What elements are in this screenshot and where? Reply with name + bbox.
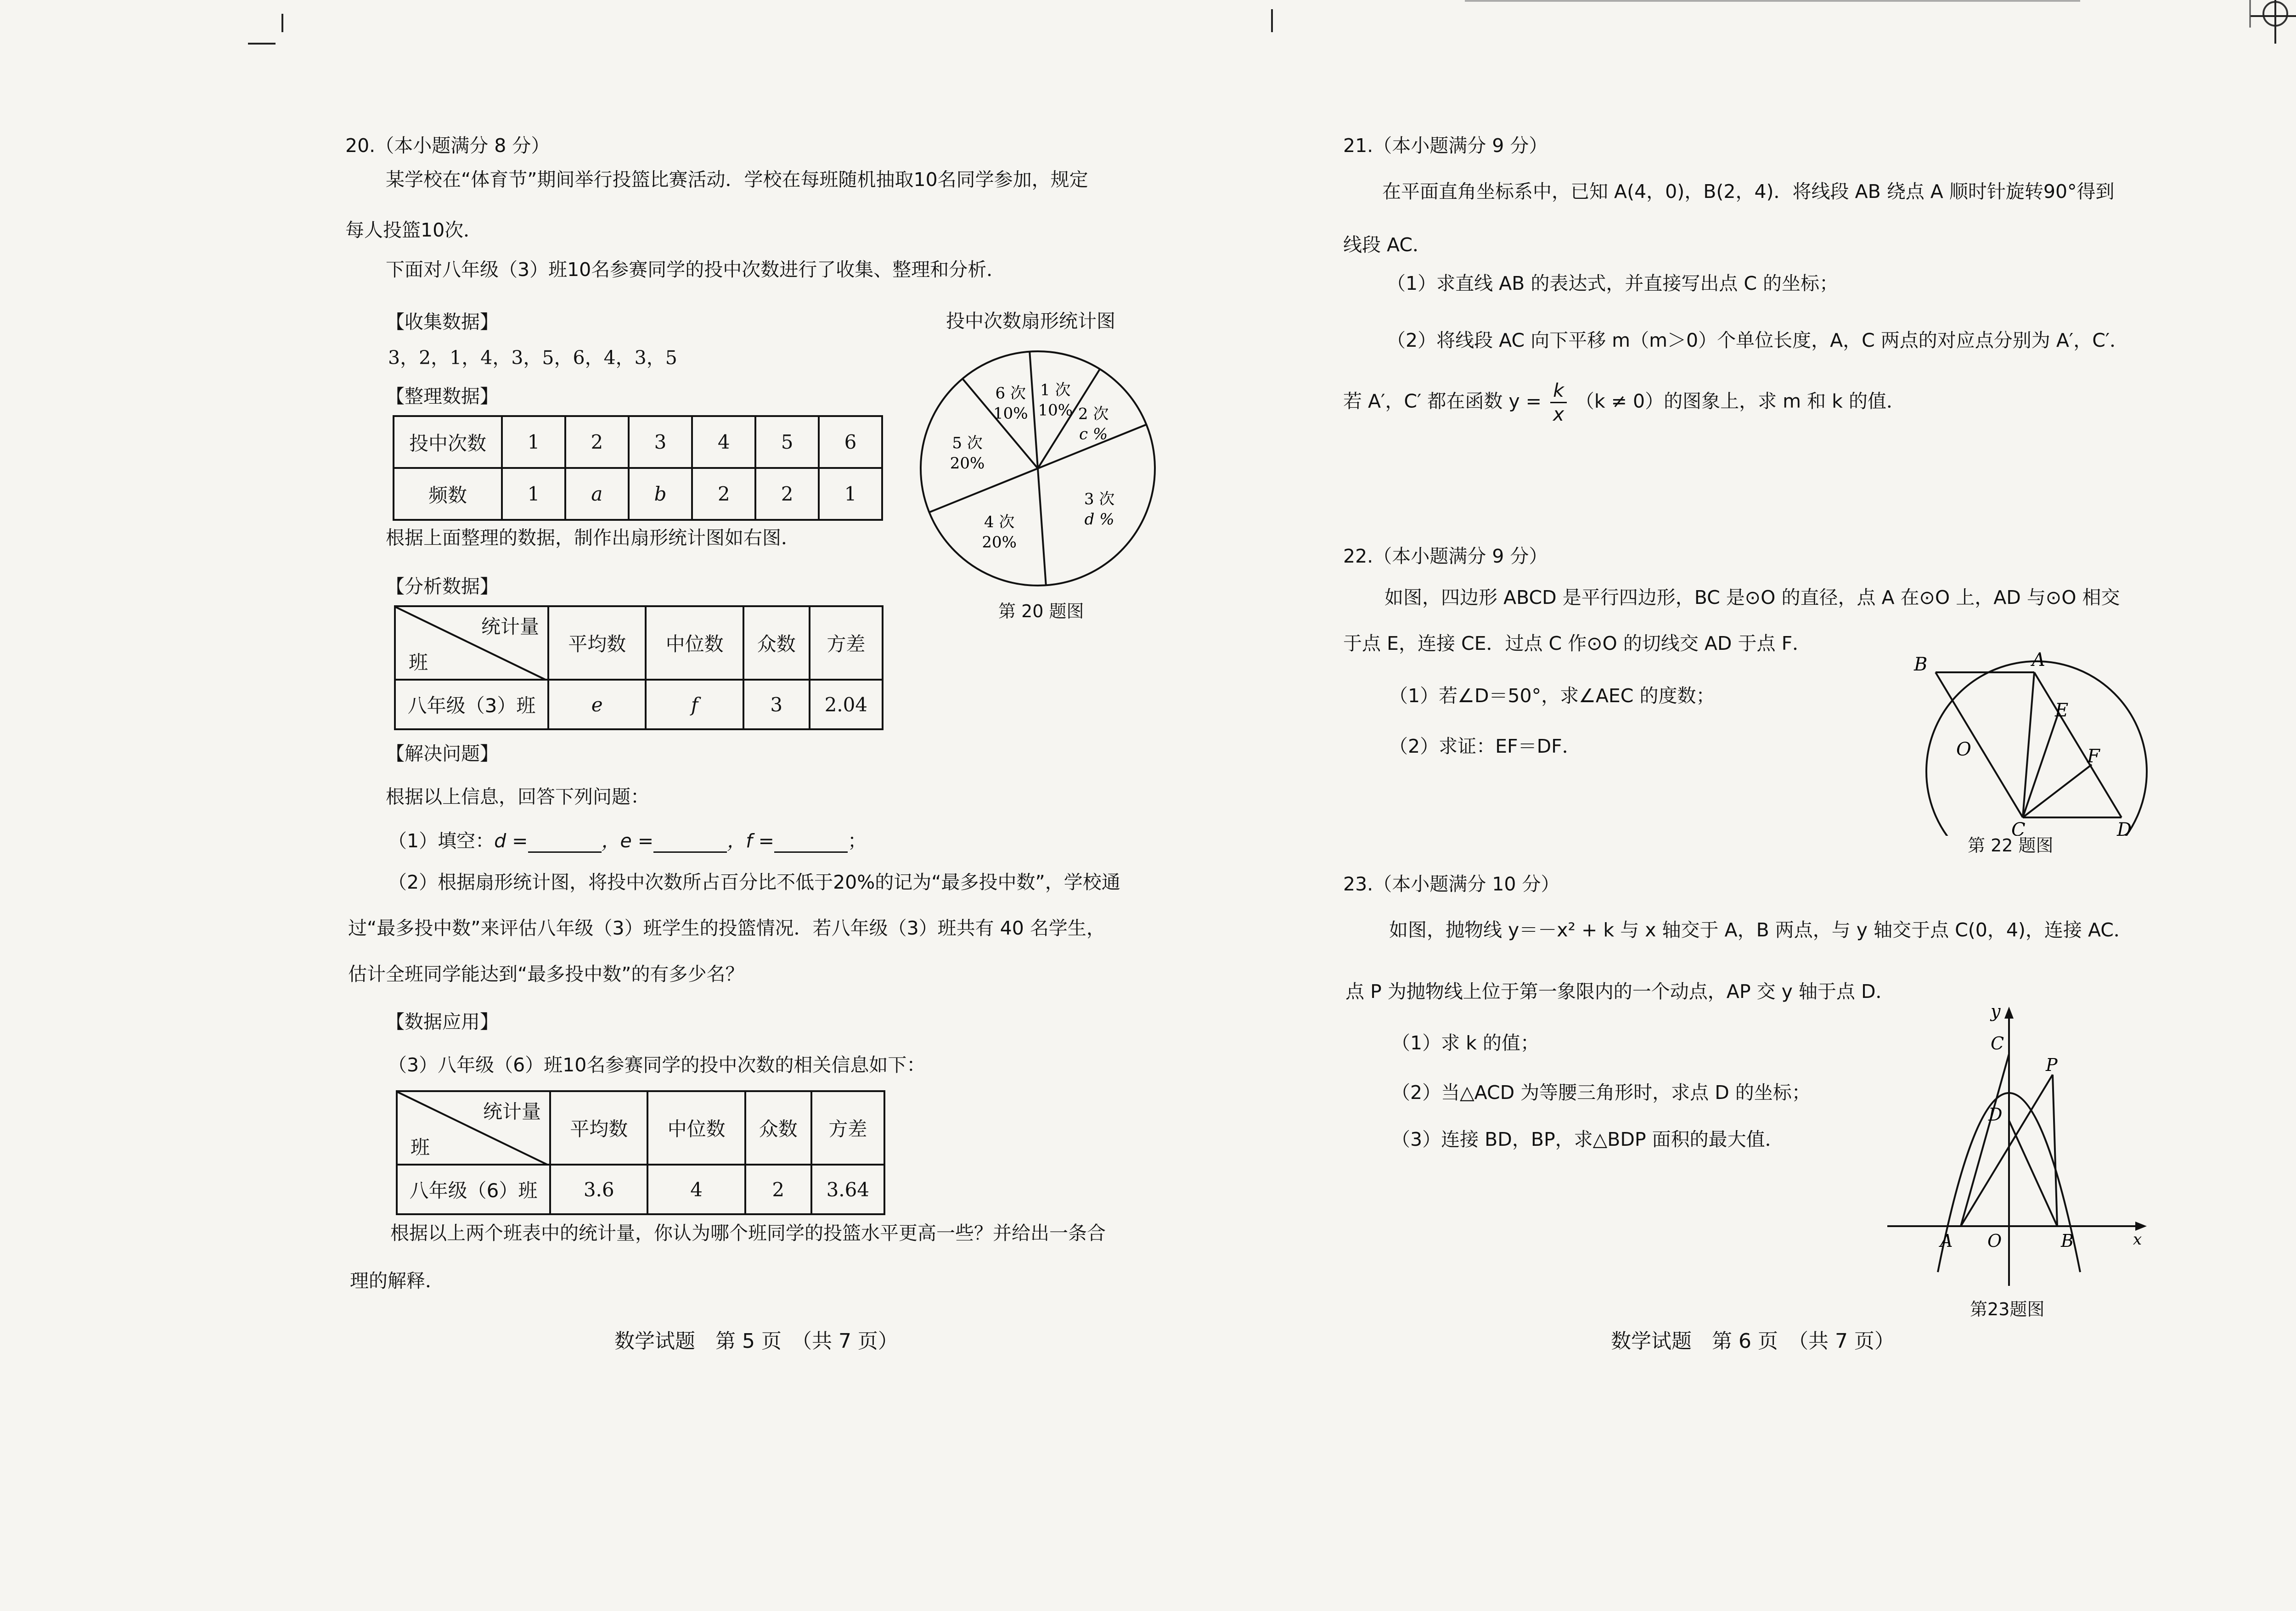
stat-value: 3 (743, 680, 810, 729)
q20-intro-line2: 每人投篮10次． (345, 219, 483, 241)
table-corner (397, 1091, 550, 1165)
stat-value: 2.04 (810, 680, 883, 729)
x-axis-arrow (2135, 1222, 2147, 1231)
label-b: B (1914, 654, 1928, 675)
pie-slice-value: 10% (993, 404, 1028, 423)
label-x: x (2133, 1230, 2142, 1249)
q23-figure (1878, 1001, 2163, 1295)
q23-part2: （2）当△ACD 为等腰三角形时，求点 D 的坐标； (1391, 1082, 1811, 1104)
freq-cell: 1 (819, 468, 882, 520)
q20-header: 20.（本小题满分 8 分） (345, 135, 550, 157)
freq-cell: 2 (565, 416, 629, 468)
segment-ce (2023, 716, 2057, 817)
q21-part3 (1343, 381, 1905, 424)
part2-line3: 估计全班同学能达到“最多投中数”的有多少名？ (348, 963, 744, 985)
q21-header: 21.（本小题满分 9 分） (1343, 135, 1548, 157)
label-b: B (2061, 1231, 2074, 1251)
segment-bc-diameter (1936, 672, 2023, 817)
label-f: F (2087, 746, 2100, 767)
label-d: D (1988, 1104, 2003, 1125)
part3-line1: 根据以上两个班表中的统计量，你认为哪个班同学的投篮水平更高一些？并给出一条合 (390, 1222, 1106, 1244)
label-y: y (1991, 1001, 2001, 1021)
corner-bottom-label: 班 (409, 651, 428, 674)
q23-line1: 如图，抛物线 y＝－x² + k 与 x 轴交于 A，B 两点，与 y 轴交于点 C(0，4)，连接 AC． (1389, 919, 2133, 941)
p1-prefix: （1）填空： (388, 830, 495, 852)
freq-row2-label: 频数 (394, 468, 502, 520)
freq-cell: 2 (692, 468, 755, 520)
analyze-title: 【分析数据】 (386, 575, 499, 597)
frequency-table (393, 415, 883, 521)
freq-cell: a (565, 468, 629, 520)
apply-title: 【数据应用】 (386, 1011, 499, 1033)
pie-slice-value: d % (1084, 510, 1114, 529)
stat-row-label: 八年级（6）班 (397, 1165, 550, 1214)
stat-header: 平均数 (550, 1091, 647, 1165)
pie-slice-label: 4 次 (984, 513, 1015, 532)
label-o: O (1987, 1231, 2002, 1251)
pie-chart-title: 投中次数扇形统计图 (946, 310, 1115, 332)
pie-chart (909, 340, 1166, 597)
pie-slice-value: 20% (950, 454, 985, 473)
organize-title: 【整理数据】 (386, 385, 499, 407)
fraction-denominator: x (1553, 403, 1564, 425)
q23-part1: （1）求 k 的值； (1391, 1032, 1539, 1054)
pie-slice-value: 10% (1038, 401, 1073, 420)
q22-part2: （2）求证：EF＝DF． (1389, 735, 1581, 757)
stat-value: f (646, 680, 743, 729)
part3-intro: （3）八年级（6）班10名参赛同学的投中次数的相关信息如下： (388, 1054, 926, 1076)
stat-value: 4 (647, 1165, 745, 1214)
pie-slice-label: 6 次 (995, 384, 1026, 403)
p1-end: ； (847, 830, 867, 852)
freq-cell: 4 (692, 416, 755, 468)
q21-part1: （1）求直线 AB 的表达式，并直接写出点 C 的坐标； (1387, 272, 1839, 294)
q23-line2: 点 P 为抛物线上位于第一象限内的一个动点，AP 交 y 轴于点 D． (1345, 980, 1895, 1003)
pie-slice-boundary (1030, 352, 1038, 468)
q22-line2: 于点 E，连接 CE．过点 C 作⊙O 的切线交 AD 于点 F． (1343, 632, 1812, 654)
segment-bp (2053, 1075, 2057, 1226)
segment-ac (2023, 672, 2034, 817)
collect-title: 【收集数据】 (386, 311, 499, 333)
answer-blank-f[interactable] (774, 835, 848, 853)
label-a: A (1940, 1231, 1953, 1251)
answer-blank-e[interactable] (653, 835, 727, 853)
pie-slice-value: 20% (982, 533, 1017, 552)
answer-blank-d[interactable] (528, 835, 602, 853)
freq-cell: 6 (819, 416, 882, 468)
part2-line1: （2）根据扇形统计图，将投中次数所占百分比不低于20%的记为“最多投中数”，学校通 (388, 871, 1120, 893)
part3-line2: 理的解释． (350, 1270, 444, 1292)
part2-line2: 过“最多投中数”来评估八年级（3）班学生的投篮情况．若八年级（3）班共有 40 名学生， (348, 917, 1105, 939)
stats-table-class6 (396, 1090, 885, 1215)
stat-header: 平均数 (548, 606, 646, 680)
pie-note: 根据上面整理的数据，制作出扇形统计图如右图． (386, 527, 800, 549)
pie-slice-label: 2 次 (1078, 405, 1109, 423)
segment-ap (1961, 1075, 2053, 1226)
stat-header: 众数 (743, 606, 810, 680)
corner-bottom-label: 班 (411, 1136, 430, 1159)
fraction-k-over-x (1550, 381, 1567, 424)
label-e: E (2055, 700, 2069, 721)
freq-cell: 3 (629, 416, 692, 468)
label-a: A (2032, 652, 2045, 670)
q21-part3-a: 若 A′，C′ 都在函数 y = (1343, 390, 1542, 412)
freq-cell: 5 (755, 416, 819, 468)
label-p: P (2046, 1055, 2058, 1075)
pie-slice-value: c % (1079, 425, 1108, 444)
q21-part2: （2）将线段 AC 向下平移 m（m＞0）个单位长度，A，C 两点的对应点分别为 A′，C′． (1387, 329, 2129, 351)
y-axis-arrow (2004, 1007, 2014, 1019)
p1-e-label: ，e = (601, 830, 654, 852)
label-d: D (2117, 819, 2132, 836)
pie-slice-label: 1 次 (1040, 381, 1071, 400)
freq-row1-label: 投中次数 (394, 416, 502, 468)
stat-value: 3.6 (550, 1165, 647, 1214)
q21-part3-b: （k ≠ 0）的图象上，求 m 和 k 的值． (1575, 390, 1905, 412)
pie-slice-label: 5 次 (952, 434, 983, 452)
q21-line1: 在平面直角坐标系中，已知 A(4，0)，B(2，4)．将线段 AB 绕点 A 顺时针旋转90°得到 (1382, 180, 2115, 203)
collect-data: 3，2，1，4，3，5，6，4，3，5 (388, 347, 677, 369)
solve-title: 【解决问题】 (386, 743, 499, 765)
freq-cell: 2 (755, 468, 819, 520)
q21-line2: 线段 AC． (1343, 234, 1431, 256)
segment-bd (2009, 1121, 2057, 1226)
pie-slice-boundary (929, 468, 1038, 513)
stat-header: 中位数 (647, 1091, 745, 1165)
stat-header: 中位数 (646, 606, 743, 680)
label-c: C (2011, 819, 2026, 836)
freq-cell: 1 (502, 416, 565, 468)
stat-value: e (548, 680, 646, 729)
pie-caption: 第 20 题图 (998, 601, 1084, 621)
corner-top-label: 统计量 (481, 615, 539, 638)
q20-intro-line1: 某学校在“体育节”期间举行投篮比赛活动．学校在每班随机抽取10名同学参加，规定 (386, 169, 1088, 191)
pie-slice-boundary (1038, 468, 1046, 585)
p1-d-label: d = (494, 830, 528, 852)
q22-figure (1874, 652, 2167, 836)
table-corner (395, 606, 548, 680)
stat-header: 众数 (745, 1091, 811, 1165)
part1-fill-in (388, 829, 867, 853)
stat-value: 3.64 (811, 1165, 884, 1214)
stat-header: 方差 (810, 606, 883, 680)
q23-caption: 第23题图 (1970, 1299, 2045, 1319)
stat-row-label: 八年级（3）班 (395, 680, 548, 729)
stat-header: 方差 (811, 1091, 884, 1165)
footer-right: 数学试题 第 6 页 （共 7 页） (1611, 1329, 1895, 1353)
p1-f-label: ，f = (727, 830, 774, 852)
q22-part1: （1）若∠D＝50°，求∠AEC 的度数； (1389, 685, 1715, 707)
stat-value: 2 (745, 1165, 811, 1214)
footer-left: 数学试题 第 5 页 （共 7 页） (614, 1329, 898, 1353)
segment-cf (2023, 765, 2092, 817)
corner-top-label: 统计量 (483, 1100, 541, 1123)
pie-slice-label: 3 次 (1084, 490, 1115, 508)
segment-ac (1961, 1054, 2009, 1226)
freq-cell: b (629, 468, 692, 520)
solve-intro: 根据以上信息，回答下列问题： (386, 786, 649, 808)
stats-table-class3 (394, 605, 884, 730)
q20-intro-line3: 下面对八年级（3）班10名参赛同学的投中次数进行了收集、整理和分析． (386, 259, 1006, 281)
q23-header: 23.（本小题满分 10 分） (1343, 873, 1560, 895)
scan-marks (0, 0, 2296, 73)
q23-part3: （3）连接 BD，BP，求△BDP 面积的最大值． (1391, 1128, 1784, 1150)
label-o: O (1956, 739, 1971, 760)
freq-cell: 1 (502, 468, 565, 520)
label-c: C (1991, 1033, 2004, 1053)
q22-caption: 第 22 题图 (1968, 835, 2054, 856)
q22-line1: 如图，四边形 ABCD 是平行四边形，BC 是⊙O 的直径，点 A 在⊙O 上，AD 与⊙O 相交 (1384, 586, 2120, 608)
q22-header: 22.（本小题满分 9 分） (1343, 545, 1548, 567)
fraction-numerator: k (1550, 381, 1567, 403)
